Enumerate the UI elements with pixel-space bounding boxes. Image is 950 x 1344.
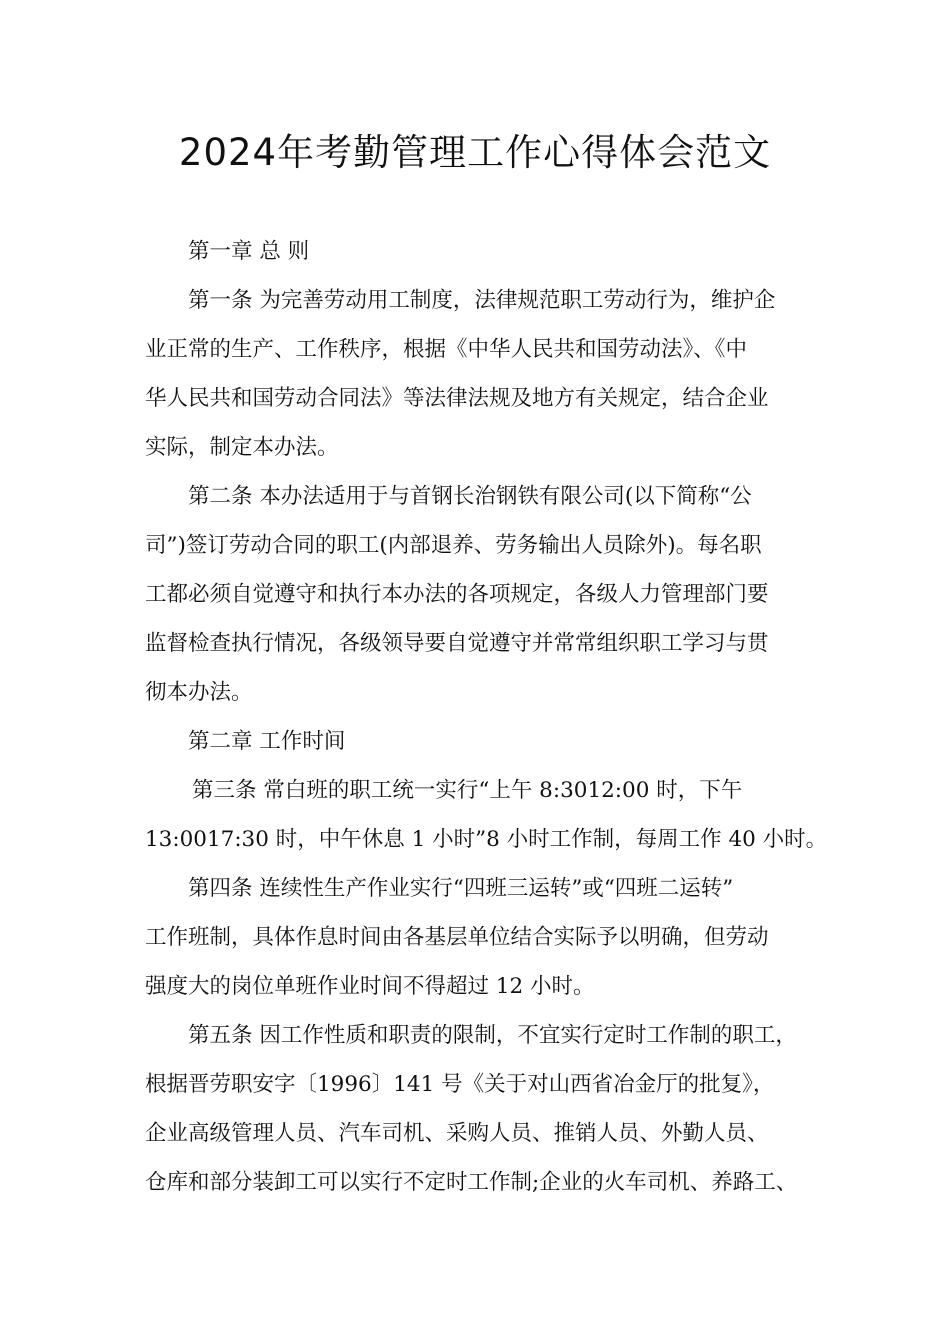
text-line: 仓库和部分装卸工可以实行不定时工作制;企业的火车司机、养路工、 <box>145 1170 798 1195</box>
text-line: 华人民共和国劳动合同法》等法律法规及地方有关规定，结合企业 <box>145 386 769 411</box>
document-body <box>145 227 828 1207</box>
document-title: 2024年考勤管理工作心得体会范文 <box>178 131 772 174</box>
text-line: 第二条 本办法适用于与首钢长治钢铁有限公司(以下简称“公 <box>188 484 752 509</box>
article-paragraph <box>145 766 828 864</box>
chapter-heading <box>145 227 810 276</box>
article-paragraph <box>145 472 810 717</box>
text-line: 第一条 为完善劳动用工制度，法律规范职工劳动行为，维护企 <box>188 288 776 313</box>
text-line: 第四条 连续性生产作业实行“四班三运转”或“四班二运转” <box>188 876 734 901</box>
text-line: 彻本办法。 <box>145 680 253 705</box>
text-line: 第五条 因工作性质和职责的限制，不宜实行定时工作制的职工， <box>188 1023 797 1048</box>
text-line: 工作班制，具体作息时间由各基层单位结合实际予以明确，但劳动 <box>145 925 769 950</box>
article-paragraph <box>145 864 810 1011</box>
text-line: 司”)签订劳动合同的职工(内部退养、劳务输出人员除外)。每名职 <box>145 533 762 558</box>
text-line: 第二章 工作时间 <box>188 729 346 754</box>
article-paragraph <box>145 1011 810 1207</box>
chapter-heading <box>145 717 810 766</box>
text-line: 第三条 常白班的职工统一实行“上午 8:3012:00 时，下午 <box>192 778 743 803</box>
text-line: 第一章 总 则 <box>188 239 310 264</box>
text-line: 工都必须自觉遵守和执行本办法的各项规定，各级人力管理部门要 <box>145 582 769 607</box>
text-line: 实际，制定本办法。 <box>145 435 339 460</box>
article-paragraph <box>145 276 810 472</box>
text-line: 企业高级管理人员、汽车司机、采购人员、推销人员、外勤人员、 <box>145 1121 769 1146</box>
text-line: 监督检查执行情况，各级领导要自觉遵守并常常组织职工学习与贯 <box>145 631 769 656</box>
text-line: 13:0017:30 时，中午休息 1 小时”8 小时工作制，每周工作 40 小时。 <box>145 827 828 852</box>
text-line: 强度大的岗位单班作业时间不得超过 12 小时。 <box>145 974 595 999</box>
text-line: 业正常的生产、工作秩序，根据《中华人民共和国劳动法》、《中 <box>145 337 748 362</box>
text-line: 根据晋劳职安字〔1996〕141 号《关于对山西省冶金厅的批复》， <box>145 1072 775 1097</box>
